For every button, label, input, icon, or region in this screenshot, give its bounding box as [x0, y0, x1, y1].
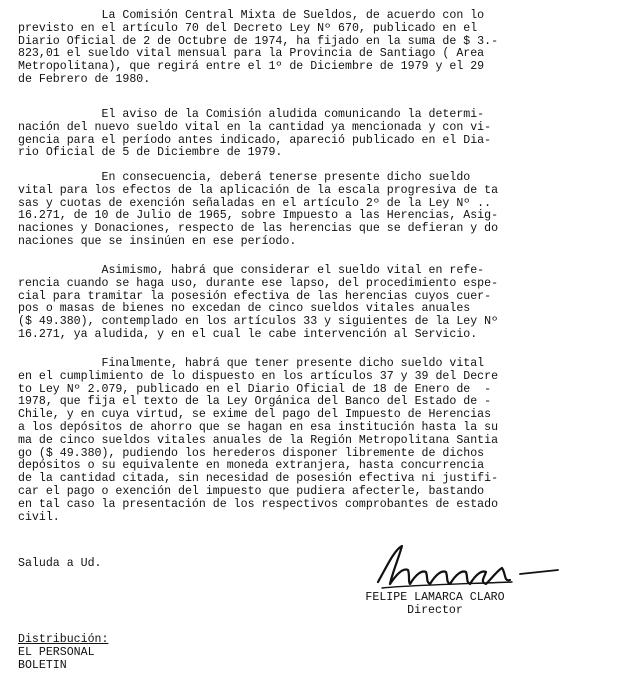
signer-title: Director: [407, 603, 463, 617]
text-line: Chile, y en cuya virtud, se exime del pago del Impuesto de Herencias: [18, 408, 492, 422]
text-line: ma de cinco sueldos vitales anuales de la Región Metropolitana Santia: [18, 433, 499, 447]
text-line: go ($ 49.380), pudiendo los herederos disponer libremente de dichos: [18, 446, 485, 460]
text-line: nación del nuevo sueldo vital en la cantidad ya mencionada y con vi-: [18, 120, 492, 134]
text-line: civil.: [18, 510, 60, 524]
text-line: naciones y Donaciones, respecto de las herencias que se defieran y do: [18, 222, 499, 236]
text-line: car el pago o exención del impuesto que pudiera afecterle, bastando: [18, 484, 485, 498]
distribution-title: Distribución:: [18, 633, 109, 646]
text-line: de Febrero de 1980.: [18, 72, 151, 86]
distribution-block: [18, 634, 108, 672]
text-line: cial para tramitar la posesión efectiva de las herencias cuyos cuer-: [18, 289, 492, 303]
text-line: La Comisión Central Mixta de Sueldos, de acuerdo con lo: [18, 9, 485, 22]
text-line: de la cantidad citada, sin necesidad de posesión efectiva ni justifi-: [18, 472, 499, 486]
paragraph-2: [18, 109, 630, 160]
handwritten-signature: [372, 538, 572, 594]
distribution-item: EL PERSONAL: [18, 645, 95, 659]
text-line: previsto en el artículo 70 del Decreto Ley Nº 670, publicado en el: [18, 21, 478, 35]
text-line: gencia para el período antes indicado, apareció publicado en el Dia-: [18, 133, 492, 147]
text-line: depósitos o su equivalente en moneda extranjera, hasta concurrencia: [18, 459, 485, 473]
text-line: 16.271, de 10 de Julio de 1965, sobre Impuesto a las Herencias, Asig-: [18, 209, 499, 223]
paragraph-3: [18, 172, 630, 249]
paragraph-4: [18, 265, 630, 342]
text-line: sas y cuotas de exención señaladas en el artículo 2º de la Ley Nº ..: [18, 196, 492, 210]
closing-salutation: Saluda a Ud.: [18, 557, 102, 570]
signer-name: FELIPE LAMARCA CLARO: [365, 591, 505, 604]
text-line: Finalmente, habrá que tener presente dicho sueldo vital: [18, 357, 485, 370]
paragraph-1: [18, 10, 630, 87]
text-line: pos o masas de bienes no excedan de cinco sueldos vitales anuales: [18, 302, 471, 316]
text-line: Metropolitana), que regirá entre el 1º de Diciembre de 1979 y el 29: [18, 60, 485, 74]
text-line: en tal caso la presentación de los respectivos comprobantes de estado: [18, 497, 499, 511]
text-line: 16.271, ya aludida, y en el cual le cabe intervención al Servicio.: [18, 327, 478, 341]
text-line: naciones que se insinúen en ese período.: [18, 234, 297, 248]
text-line: to Ley Nº 2.079, publicado en el Diario Oficial de 18 de Enero de -: [18, 382, 492, 396]
distribution-item: BOLETIN: [18, 658, 67, 672]
text-line: ($ 49.380), contemplado en los artículos 33 y siguientes de la Ley Nº: [18, 315, 499, 329]
text-line: El aviso de la Comisión aludida comunicando la determi-: [18, 108, 485, 121]
text-line: en el cumplimiento de lo dispuesto en los artículos 37 y 39 del Decre: [18, 369, 499, 383]
text-line: En consecuencia, deberá tenerse presente dicho sueldo: [18, 171, 471, 184]
text-line: 823,01 el sueldo vital mensual para la Provincia de Santiago ( Area: [18, 47, 485, 61]
signature-block: [335, 592, 535, 618]
text-line: a los depósitos de ahorro que se hagan en esa institución hasta la su: [18, 420, 499, 434]
text-line: Asimismo, habrá que considerar el sueldo vital en refe-: [18, 264, 485, 277]
text-line: rencia cuando se haga uso, durante ese lapso, del procedimiento espe-: [18, 276, 499, 290]
text-line: 1978, que fija el texto de la Ley Orgánica del Banco del Estado de -: [18, 395, 492, 409]
text-line: vital para los efectos de la aplicación de la escala progresiva de ta: [18, 183, 499, 197]
text-line: rio Oficial de 5 de Diciembre de 1979.: [18, 146, 283, 160]
paragraph-5: [18, 358, 630, 524]
text-line: Diario Oficial de 2 de Octubre de 1974, ha fijado en la suma de $ 3.-: [18, 34, 499, 48]
